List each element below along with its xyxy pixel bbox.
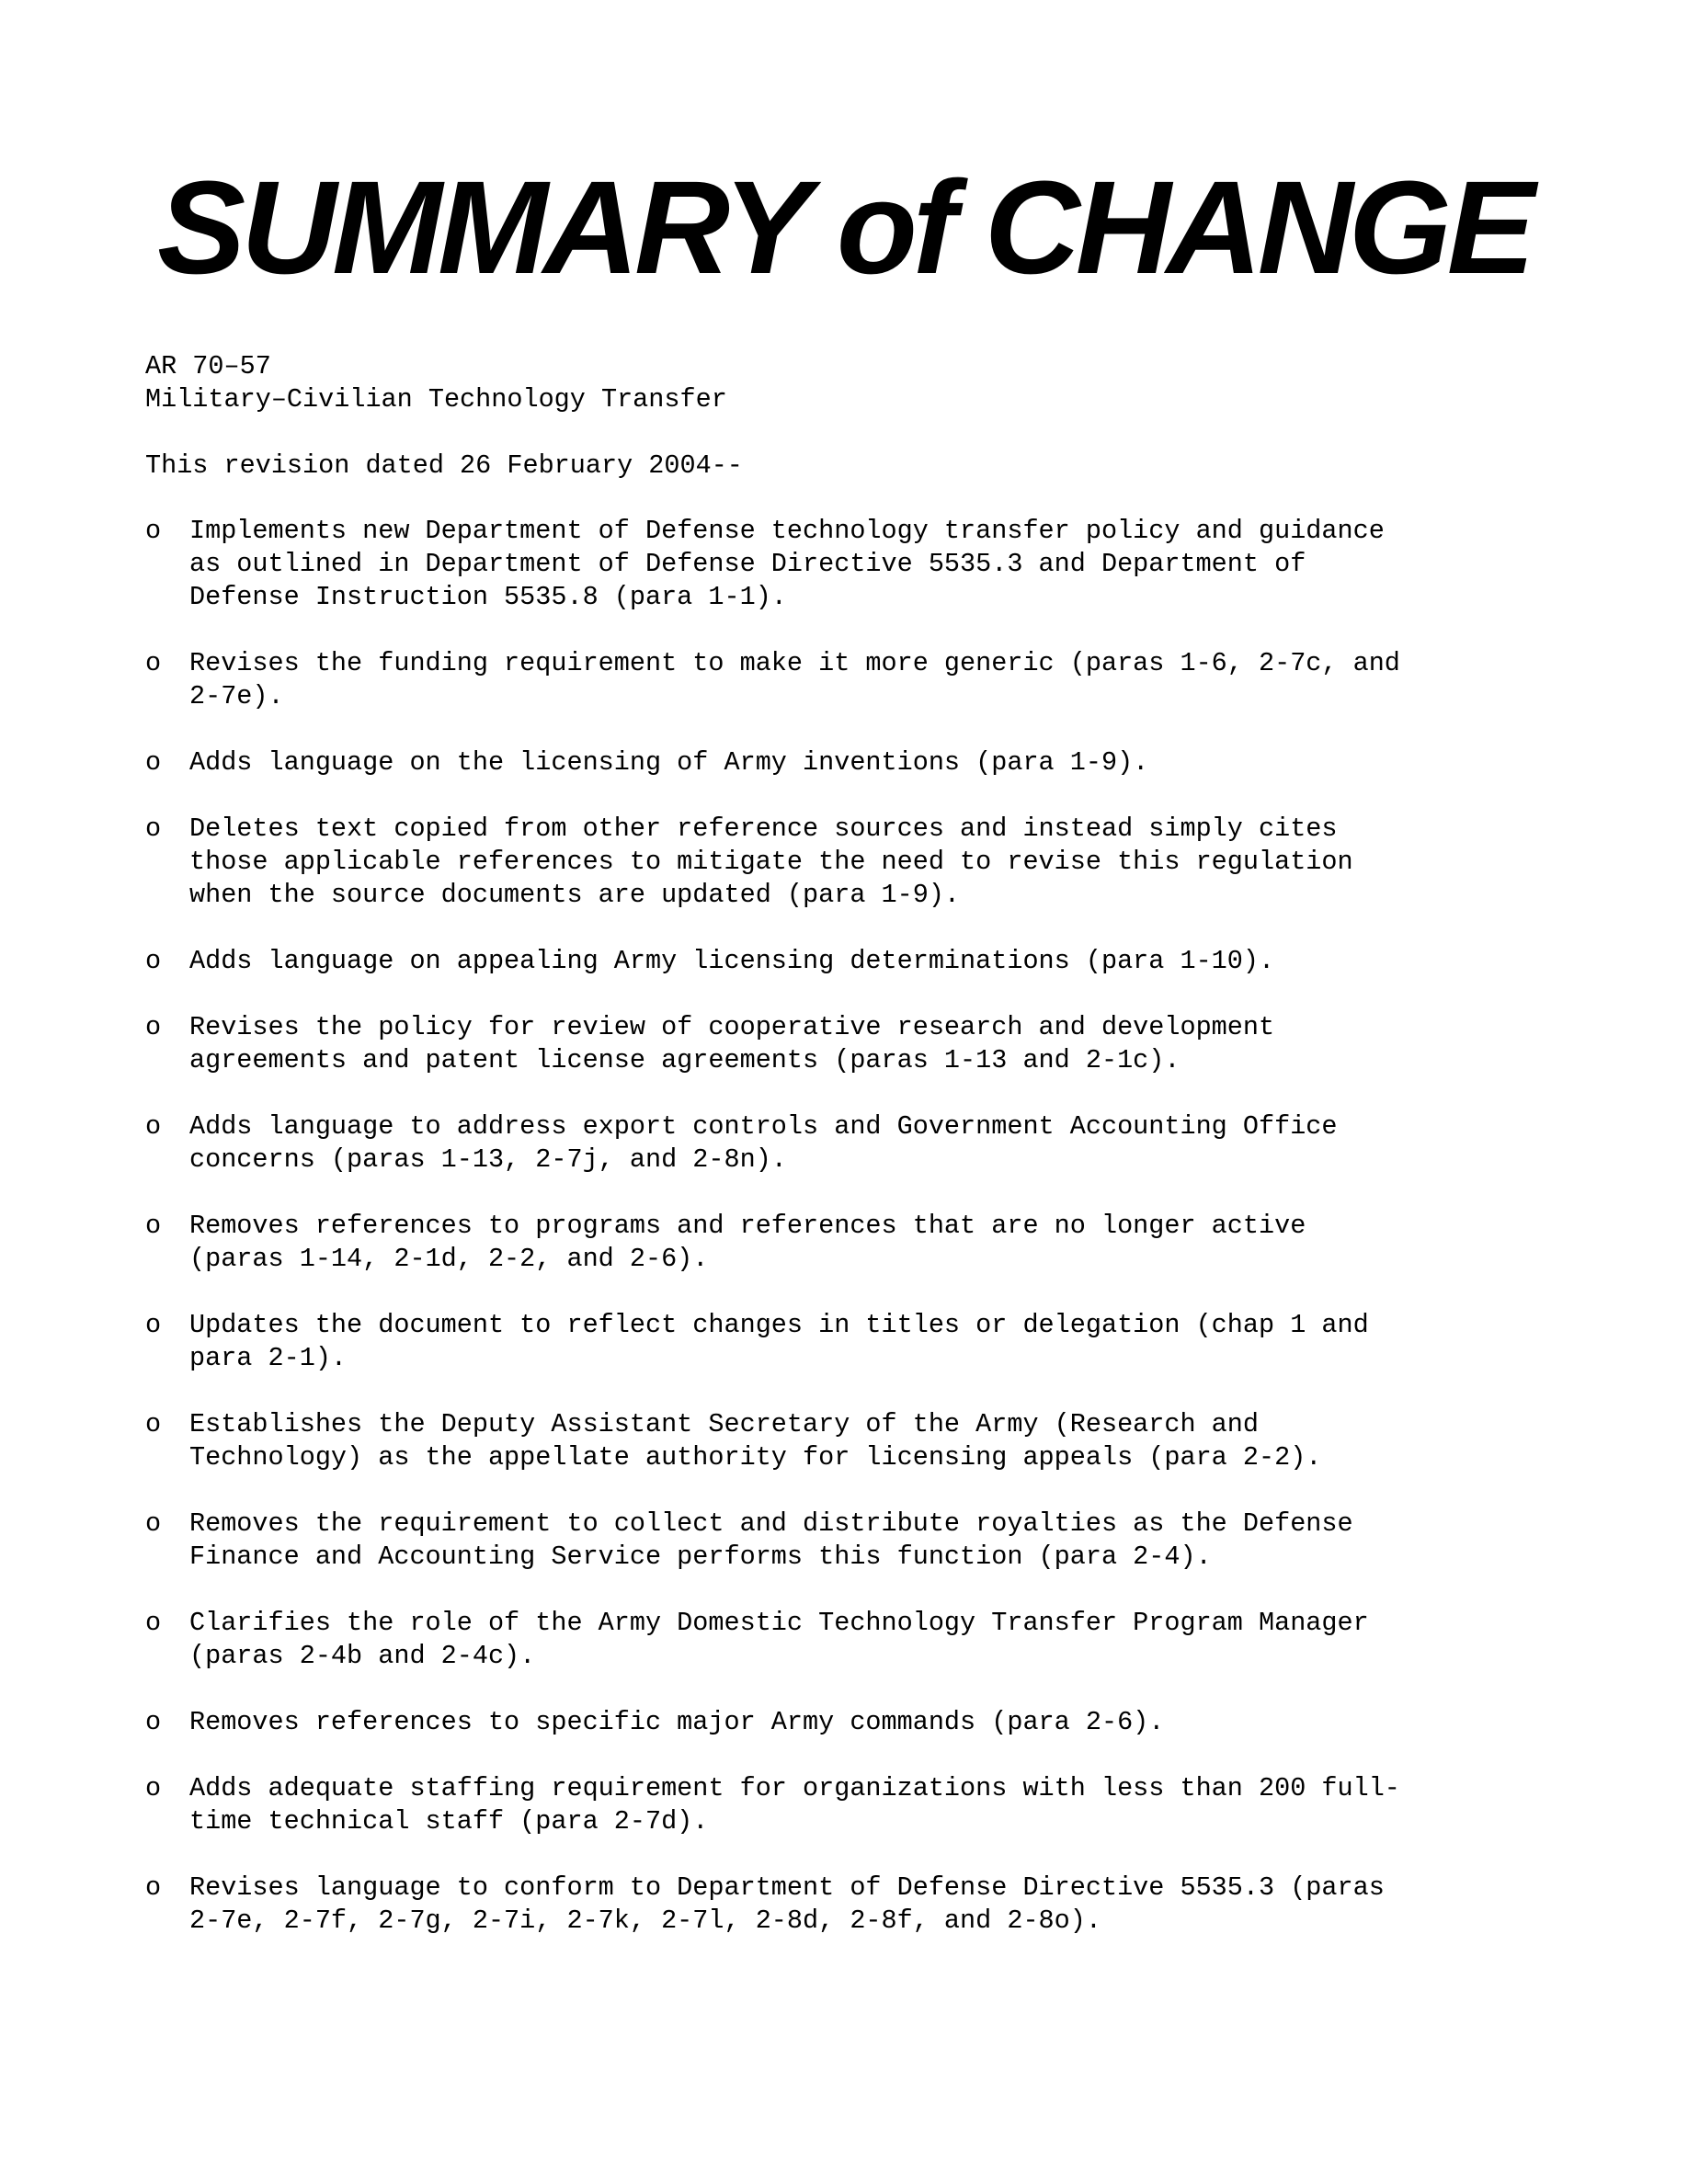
bullet-marker: o [145, 648, 162, 678]
change-item-text: Deletes text copied from other reference sources and instead simply cites those applicable references to mitigate the need to revise this regulation when the source documents are updated (para 1-9). [189, 813, 1353, 910]
bullet-marker: o [145, 516, 162, 546]
bullet-marker: o [145, 1773, 162, 1803]
change-item [145, 1607, 1580, 1673]
change-item [145, 945, 1580, 978]
change-item [145, 1110, 1580, 1177]
bullet-marker: o [145, 1409, 162, 1439]
change-item-text: Removes references to specific major Army commands (para 2-6). [189, 1707, 1165, 1737]
bullet-marker: o [145, 747, 162, 778]
document-header [145, 350, 1543, 416]
change-item-text: Removes references to programs and references that are no longer active (paras 1-14, 2-1d, 2-2, and 2-6). [189, 1211, 1306, 1274]
regulation-number: AR 70–57 [145, 351, 271, 381]
change-item [145, 1408, 1580, 1474]
bullet-marker: o [145, 1707, 162, 1737]
bullet-marker: o [145, 946, 162, 976]
change-item-text: Implements new Department of Defense technology transfer policy and guidance as outlined in Department of Defense Directive 5535.3 and Department of Defense Instruction 5535.8 (para 1-1). [189, 516, 1385, 612]
bullet-marker: o [145, 1310, 162, 1340]
bullet-marker: o [145, 813, 162, 844]
change-item-text: Adds language to address export controls and Government Accounting Office concerns (paras 1-13, 2-7j, and 2-8n). [189, 1111, 1338, 1175]
change-item [145, 1210, 1580, 1276]
change-item-text: Adds adequate staffing requirement for organizations with less than 200 full- time technical staff (para 2-7d). [189, 1773, 1400, 1837]
change-list [145, 515, 1580, 1971]
change-item-text: Adds language on appealing Army licensing determinations (para 1-10). [189, 946, 1275, 976]
bullet-marker: o [145, 1111, 162, 1142]
page-title: SUMMARY of CHANGE [157, 154, 1531, 301]
bullet-marker: o [145, 1508, 162, 1539]
change-item-text: Revises language to conform to Department of Defense Directive 5535.3 (paras 2-7e, 2-7f, 2-7g, 2-7i, 2-7k, 2-7l, 2-8d, 2-8f, and 2-8o). [189, 1872, 1385, 1936]
bullet-marker: o [145, 1608, 162, 1638]
change-item [145, 515, 1580, 614]
change-item [145, 1309, 1580, 1375]
bullet-marker: o [145, 1012, 162, 1042]
change-item [145, 1871, 1580, 1938]
change-item-text: Removes the requirement to collect and distribute royalties as the Defense Finance and Accounting Service performs this function (para 2-4). [189, 1508, 1353, 1572]
change-item [145, 1706, 1580, 1739]
bullet-marker: o [145, 1872, 162, 1903]
change-item-text: Establishes the Deputy Assistant Secretary of the Army (Research and Technology) as the appellate authority for licensing appeals (para 2-2). [189, 1409, 1322, 1473]
change-item [145, 1011, 1580, 1077]
change-item-text: Updates the document to reflect changes in titles or delegation (chap 1 and para 2-1). [189, 1310, 1369, 1373]
revision-statement: This revision dated 26 February 2004-- [145, 450, 743, 481]
change-item [145, 1507, 1580, 1574]
regulation-subject: Military–Civilian Technology Transfer [145, 384, 727, 415]
change-item [145, 813, 1580, 912]
change-item [145, 1772, 1580, 1838]
change-item-text: Clarifies the role of the Army Domestic Technology Transfer Program Manager (paras 2-4b and 2-4c). [189, 1608, 1369, 1671]
change-item-text: Adds language on the licensing of Army inventions (para 1-9). [189, 747, 1149, 778]
change-item [145, 746, 1580, 779]
change-item [145, 647, 1580, 713]
change-item-text: Revises the policy for review of cooperative research and development agreements and patent license agreements (paras 1-13 and 2-1c). [189, 1012, 1275, 1075]
change-item-text: Revises the funding requirement to make it more generic (paras 1-6, 2-7c, and 2-7e). [189, 648, 1400, 711]
bullet-marker: o [145, 1211, 162, 1241]
